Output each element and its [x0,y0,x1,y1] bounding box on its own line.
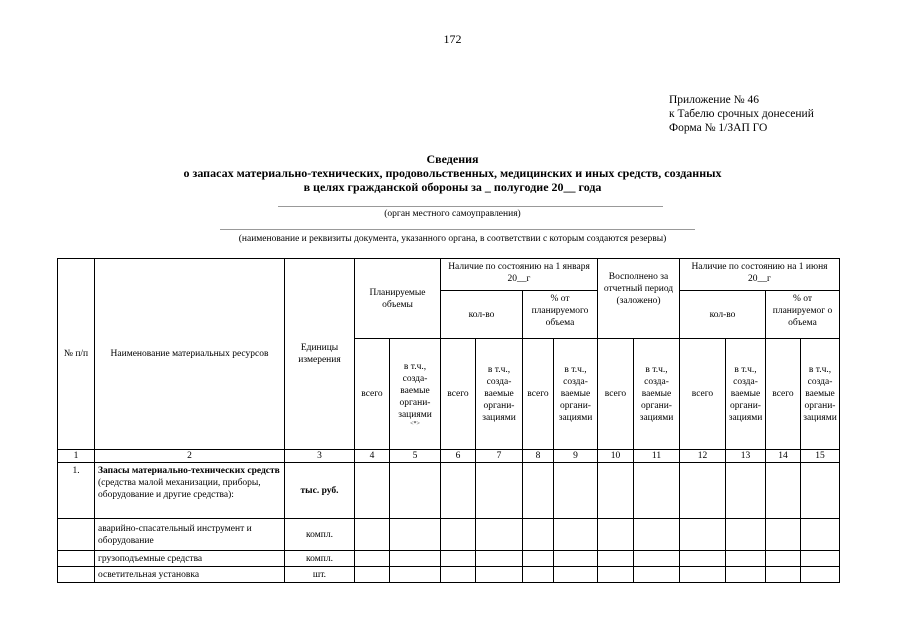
data-cell[interactable] [554,551,598,567]
col-number: 3 [285,450,355,463]
header-pct-jun: % от планируемог о объема [766,291,840,339]
header-incl-5 [390,339,441,450]
row-unit: компл. [285,551,355,567]
data-cell[interactable] [390,567,441,583]
data-cell[interactable] [355,551,390,567]
header-avail-jan: Наличие по состоянию на 1 января 20__г [441,259,598,291]
col-number: 10 [598,450,634,463]
data-cell[interactable] [390,551,441,567]
col-number: 13 [726,450,766,463]
data-cell[interactable] [476,519,523,551]
data-cell[interactable] [441,567,476,583]
row-unit: шт. [285,567,355,583]
data-cell[interactable] [523,551,554,567]
title-line-1: Сведения [426,152,479,166]
table-row [58,519,840,551]
row-unit: компл. [285,519,355,551]
column-number-row [58,450,840,463]
header-pct-jan: % от планируемого объема [523,291,598,339]
col-number: 12 [680,450,726,463]
data-cell[interactable] [801,551,840,567]
header-incl-note: <*> [410,420,420,427]
header-total-4: всего [355,339,390,450]
header-total-12: всего [680,339,726,450]
data-cell[interactable] [598,519,634,551]
appendix-line-1: Приложение № 46 [669,94,759,106]
data-cell[interactable] [801,567,840,583]
header-incl-15: в т.ч., созда-ваемые органи-зациями [801,339,840,450]
table-row [58,551,840,567]
data-cell[interactable] [523,519,554,551]
data-cell[interactable] [766,519,801,551]
header-name: Наименование материальных ресурсов [95,259,285,450]
data-cell[interactable] [680,463,726,519]
row-name: осветительная установка [95,567,285,583]
header-total-14: всего [766,339,801,450]
data-cell[interactable] [634,567,680,583]
row-name: аварийно-спасательный инструмент и оборудование [95,519,285,551]
appendix-block [669,93,814,135]
header-incl-7: в т.ч., созда-ваемые органи-зациями [476,339,523,450]
data-cell[interactable] [554,567,598,583]
table-row [58,463,840,519]
data-cell[interactable] [766,463,801,519]
col-number: 6 [441,450,476,463]
document-rule [220,229,695,230]
data-cell[interactable] [680,519,726,551]
header-num: № п/п [58,259,95,450]
row-num: 1. [58,463,95,519]
header-planned-label: Планируемые объемы [369,288,426,310]
data-cell[interactable] [476,567,523,583]
row-num [58,551,95,567]
data-cell[interactable] [390,519,441,551]
col-number: 14 [766,450,801,463]
data-cell[interactable] [801,463,840,519]
data-cell[interactable] [355,519,390,551]
data-cell[interactable] [441,519,476,551]
data-cell[interactable] [390,463,441,519]
data-cell[interactable] [634,551,680,567]
data-cell[interactable] [441,551,476,567]
data-cell[interactable] [554,463,598,519]
data-cell[interactable] [441,463,476,519]
document-caption: (наименование и реквизиты документа, указанного органа, в соответствии с которым создаются резервы) [238,234,667,244]
col-number: 9 [554,450,598,463]
data-cell[interactable] [726,567,766,583]
table-row [58,567,840,583]
row-num [58,567,95,583]
data-cell[interactable] [726,551,766,567]
data-cell[interactable] [598,567,634,583]
header-replenished [598,259,680,339]
col-number: 11 [634,450,680,463]
authority-rule [278,206,663,207]
header-incl-9: в т.ч., созда-ваемые органи-зациями [554,339,598,450]
col-number: 2 [95,450,285,463]
header-total-6: всего [441,339,476,450]
header-incl-13: в т.ч., созда-ваемые органи-зациями [726,339,766,450]
header-replenished-label: Восполнено за отчетный период (заложено) [603,272,674,306]
row-name-bold: Запасы материально-технических средств [98,466,280,476]
header-qty-jan: кол-во [441,291,523,339]
header-planned [355,259,441,339]
data-cell[interactable] [680,551,726,567]
data-cell[interactable] [476,551,523,567]
data-cell[interactable] [598,463,634,519]
header-incl-5-label: в т.ч., созда-ваемые органи-зациями [398,361,432,420]
header-unit: Единицы измерения [285,259,355,450]
data-cell[interactable] [523,567,554,583]
data-cell[interactable] [680,567,726,583]
header-total-8: всего [523,339,554,450]
appendix-line-3: Форма № 1/ЗАП ГО [669,122,768,134]
col-number: 15 [801,450,840,463]
title-line-3: в целях гражданской обороны за _ полугодие 20__ года [303,180,602,194]
header-avail-jun: Наличие по состоянию на 1 июня 20__г [680,259,840,291]
data-cell[interactable] [355,463,390,519]
header-total-10: всего [598,339,634,450]
col-number: 7 [476,450,523,463]
col-number: 4 [355,450,390,463]
data-cell[interactable] [598,551,634,567]
row-name: грузоподъемные средства [95,551,285,567]
document-title [0,152,905,194]
appendix-line-2: к Табелю срочных донесений [669,108,814,120]
col-number: 1 [58,450,95,463]
row-name-rest: (средства малой механизации, приборы, оборудование и другие средства): [98,478,261,500]
data-cell[interactable] [726,519,766,551]
data-cell[interactable] [355,567,390,583]
data-cell[interactable] [523,463,554,519]
data-cell[interactable] [766,567,801,583]
authority-caption: (орган местного самоуправления) [384,209,521,219]
page-number: 172 [443,32,462,46]
header-qty-jun: кол-во [680,291,766,339]
row-num [58,519,95,551]
title-line-2: о запасах материально-технических, продовольственных, медицинских и иных средств, созданных [183,166,722,180]
col-number: 8 [523,450,554,463]
data-cell[interactable] [634,519,680,551]
data-cell[interactable] [554,519,598,551]
row-name [95,463,285,519]
data-cell[interactable] [476,463,523,519]
reserves-table [57,258,840,583]
header-incl-11: в т.ч., созда-ваемые органи-зациями [634,339,680,450]
data-cell[interactable] [726,463,766,519]
data-cell[interactable] [766,551,801,567]
col-number: 5 [390,450,441,463]
row-unit: тыс. руб. [285,463,355,519]
data-cell[interactable] [634,463,680,519]
data-cell[interactable] [801,519,840,551]
